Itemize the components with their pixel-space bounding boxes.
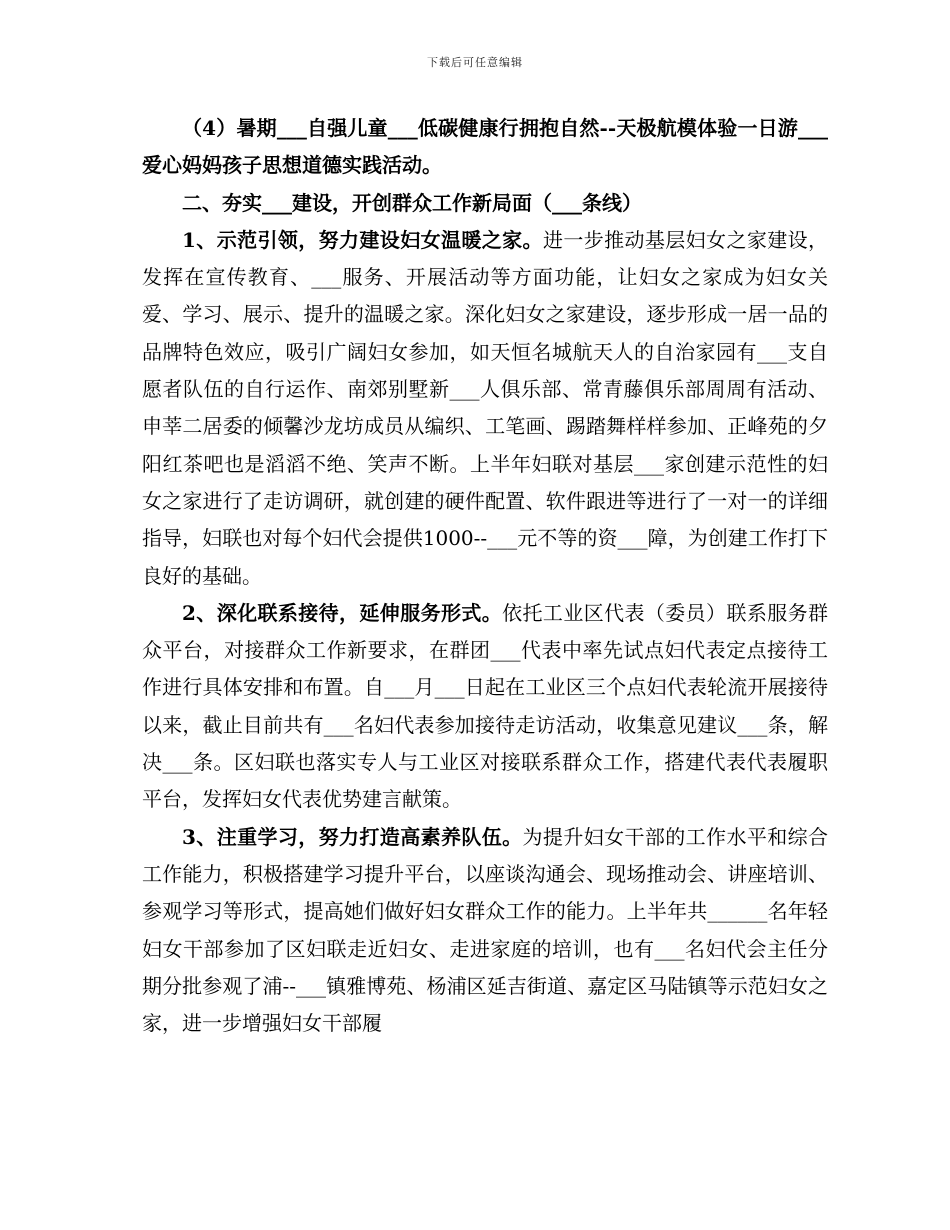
- section-heading-two: [142, 185, 828, 222]
- paragraph-text: 为提升妇女干部的工作水平和综合工作能力，积极搭建学习提升平台，以座谈沟通会、现场推动会、讲座培训、参观学习等形式，提高她们做好妇女群众工作的能力。上半年共______名年轻妇女干部参加了区妇联走近妇女、走进家庭的培训，也有___名妇代会主任分期分批参观了浦--___镇雅博苑、杨浦区延吉街道、嘉定区马陆镇等示范妇女之家，进一步增强妇女干部履: [142, 824, 829, 1036]
- paragraph-bold-lead: 1、示范引领，努力建设妇女温暖之家。: [182, 227, 543, 252]
- paragraph-liaison-reception: [142, 595, 828, 819]
- paragraph-womens-home: [142, 222, 828, 595]
- paragraph-bold-lead: 3、注重学习，努力打造高素养队伍。: [182, 824, 523, 849]
- page-header: 下载后可任意编辑: [427, 56, 523, 69]
- paragraph-text: 进一步推动基层妇女之家建设，发挥在宣传教育、___服务、开展活动等方面功能，让妇女之家成为妇女关爱、学习、展示、提升的温暖之家。深化妇女之家建设，逐步形成一居一品的品牌特色效应，吸引广阔妇女参加，如天恒名城航天人的自治家园有___支自愿者队伍的自行运作、南郊别墅新___人俱乐部、常青藤俱乐部周周有活动、申莘二居委的倾馨沙龙坊成员从编织、工笔画、踢踏舞样样参加、正峰苑的夕阳红茶吧也是滔滔不绝、笑声不断。上半年妇联对基层___家创建示范性的妇女之家进行了走访调研，就创建的硬件配置、软件跟进等进行了一对一的详细指导，妇联也对每个妇代会提供1000--___元不等的资___障，为创建工作打下良好的基础。: [142, 227, 829, 588]
- document-body: [142, 110, 828, 1042]
- paragraph-text: 依托工业区代表（委员）联系服务群众平台，对接群众工作新要求，在群团___代表中率先试点妇代表定点接待工作进行具体安排和布置。自___月___日起在工业区三个点妇代表轮流开展接待以来，截止目前共有___名妇代表参加接待走访活动，收集意见建议___条，解决___条。区妇联也落实专人与工业区对接联系群众工作，搭建代表代表履职平台，发挥妇女代表优势建言献策。: [142, 600, 829, 812]
- paragraph-learning-team: [142, 819, 828, 1043]
- paragraph-bold-lead: （4）暑期___自强儿童___低碳健康行拥抱自然--天极航模体验一日游___爱心妈妈孩子思想道德实践活动。: [142, 116, 828, 178]
- paragraph-summer-activities: [142, 110, 828, 185]
- section-heading-text: 二、夯实___建设，开创群众工作新局面（___条线）: [182, 190, 642, 215]
- paragraph-bold-lead: 2、深化联系接待，延伸服务形式。: [182, 600, 503, 625]
